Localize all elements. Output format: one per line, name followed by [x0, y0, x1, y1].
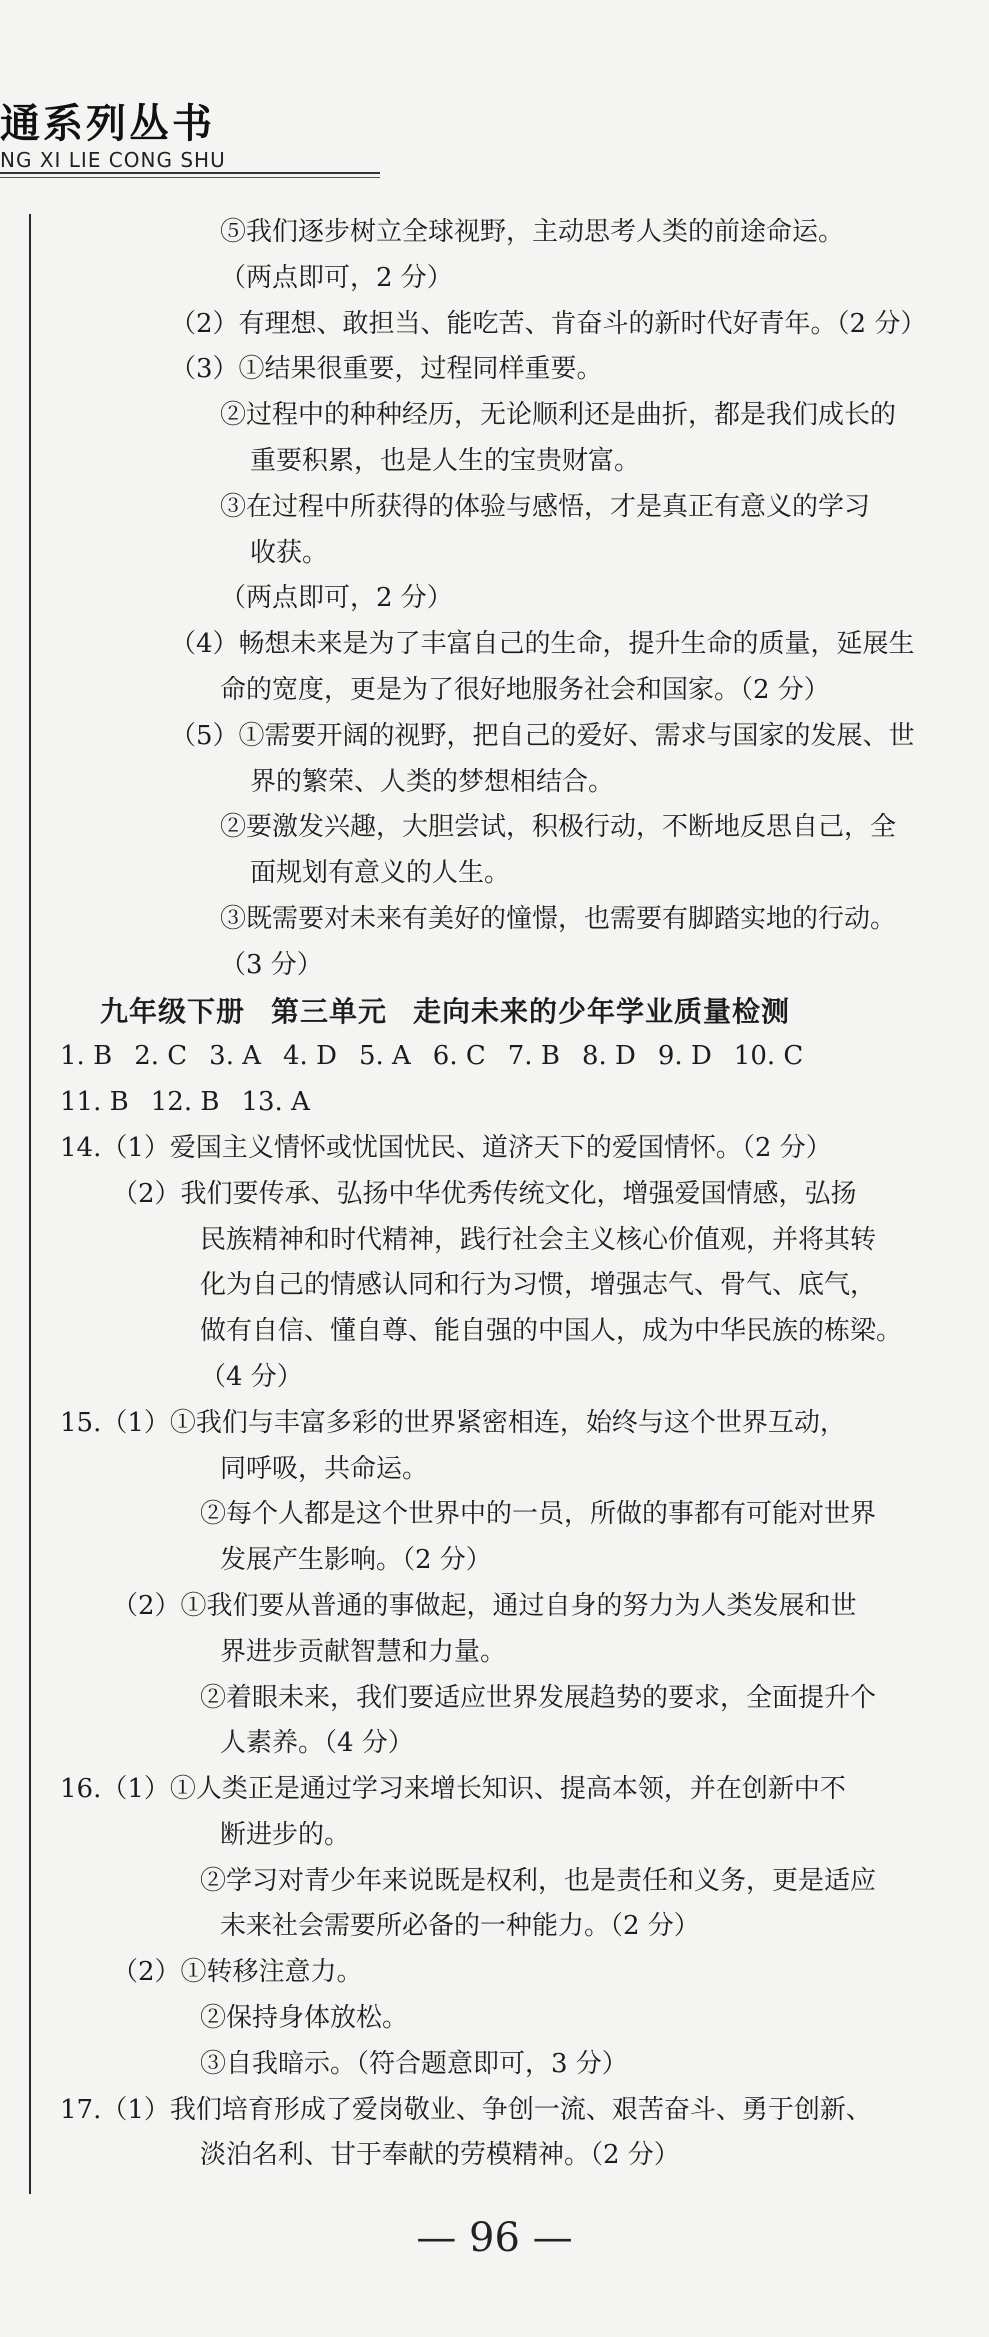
page-number: — 96 —	[416, 2215, 573, 2261]
answer-line: 人素养。（4 分）	[220, 1728, 414, 1759]
answer-line: （2）有理想、敢担当、能吃苦、肯奋斗的新时代好青年。（2 分）	[170, 308, 927, 339]
section-unit: 第三单元	[271, 994, 388, 1028]
answer-line: 发展产生影响。（2 分）	[220, 1545, 492, 1576]
section-title	[60, 989, 945, 1035]
answer-line: 收获。	[250, 537, 329, 568]
section-name: 走向未来的少年学业质量检测	[413, 994, 791, 1028]
answer-line: （2）①转移注意力。	[112, 1957, 363, 1988]
answer-line: （3）①结果很重要，过程同样重要。	[170, 354, 603, 385]
section-grade: 九年级下册	[100, 994, 246, 1028]
open-question-answers	[60, 1126, 945, 2179]
answer-line: （2）①我们要从普通的事做起，通过自身的努力为人类发展和世	[112, 1590, 857, 1621]
multiple-choice-answers-row-1	[60, 1034, 945, 1080]
choice-answer: 11. B	[60, 1087, 129, 1118]
answer-line: ②要激发兴趣，大胆尝试，积极行动，不断地反思自己，全	[220, 812, 897, 843]
answer-line: 化为自己的情感认同和行为习惯，增强志气、骨气、底气，	[200, 1270, 877, 1301]
choice-answer: 4. D	[283, 1041, 337, 1072]
choice-answer: 10. C	[733, 1041, 804, 1072]
choice-answer: 5. A	[358, 1041, 411, 1072]
answer-line: ②保持身体放松。	[200, 2003, 409, 2034]
answer-line: 17.（1）我们培育形成了爱岗敬业、争创一流、艰苦奋斗、勇于创新、	[60, 2094, 872, 2125]
answer-line: ②过程中的种种经历，无论顺利还是曲折，都是我们成长的	[220, 400, 897, 431]
answer-line: ②着眼未来，我们要适应世界发展趋势的要求，全面提升个	[200, 1682, 877, 1713]
answer-line: 界进步贡献智慧和力量。	[220, 1636, 507, 1667]
answer-line: 同呼吸，共命运。	[220, 1453, 429, 1484]
answer-line: 界的繁荣、人类的梦想相结合。	[250, 766, 615, 797]
choice-answer: 12. B	[150, 1087, 220, 1118]
previous-unit-answers	[60, 210, 945, 989]
header-rule	[0, 172, 380, 174]
answer-line: （2）我们要传承、弘扬中华优秀传统文化，增强爱国情感，弘扬	[112, 1178, 857, 1209]
answer-line: ②每个人都是这个世界中的一员，所做的事都有可能对世界	[200, 1499, 877, 1530]
header-rule-thin	[0, 177, 380, 178]
answer-line: ③既需要对未来有美好的憧憬，也需要有脚踏实地的行动。	[220, 903, 897, 934]
answer-line: ⑤我们逐步树立全球视野，主动思考人类的前途命运。	[220, 217, 845, 247]
answer-line: （3 分）	[220, 949, 323, 980]
choice-answer: 1. B	[60, 1041, 113, 1072]
answer-line: ③在过程中所获得的体验与感悟，才是真正有意义的学习	[220, 491, 871, 522]
answer-line: （4 分）	[200, 1361, 303, 1392]
book-series-header	[0, 100, 400, 180]
answer-line: 民族精神和时代精神，践行社会主义核心价值观，并将其转	[200, 1224, 877, 1255]
choice-answer: 7. B	[507, 1041, 560, 1072]
choice-answer: 9. D	[657, 1041, 712, 1072]
answer-line: 14.（1）爱国主义情怀或忧国忧民、道济天下的爱国情怀。（2 分）	[60, 1132, 832, 1163]
answer-line: （4）畅想未来是为了丰富自己的生命，提升生命的质量，延展生	[170, 629, 915, 660]
answer-line: 重要积累，也是人生的宝贵财富。	[250, 445, 641, 476]
answer-line: 命的宽度，更是为了很好地服务社会和国家。（2 分）	[220, 674, 830, 705]
answer-line: 16.（1）①人类正是通过学习来增长知识、提高本领，并在创新中不	[60, 1774, 846, 1805]
answer-line: 淡泊名利、甘于奉献的劳模精神。（2 分）	[200, 2140, 680, 2171]
series-title: 通系列丛书	[0, 101, 215, 147]
multiple-choice-answers-row-2	[60, 1080, 945, 1126]
answer-line: （两点即可，2 分）	[220, 583, 453, 614]
answer-content	[60, 210, 945, 2179]
answer-line: 未来社会需要所必备的一种能力。（2 分）	[220, 1911, 700, 1942]
choice-answer: 2. C	[134, 1041, 188, 1072]
answer-line: 做有自信、懂自尊、能自强的中国人，成为中华民族的栋梁。	[200, 1316, 903, 1347]
answer-line: 面规划有意义的人生。	[250, 858, 511, 889]
answer-line: ③自我暗示。（符合题意即可，3 分）	[200, 2048, 628, 2079]
left-margin-rule	[29, 214, 31, 2194]
choice-answer: 8. D	[581, 1041, 636, 1072]
answer-line: ②学习对青少年来说既是权利，也是责任和义务，更是适应	[200, 1865, 877, 1896]
answer-line: 15.（1）①我们与丰富多彩的世界紧密相连，始终与这个世界互动，	[60, 1407, 846, 1438]
answer-line: （两点即可，2 分）	[220, 262, 453, 293]
answer-line: （5）①需要开阔的视野，把自己的爱好、需求与国家的发展、世	[170, 720, 915, 751]
choice-answer: 6. C	[432, 1041, 486, 1072]
choice-answer: 3. A	[209, 1041, 262, 1072]
choice-answer: 13. A	[241, 1087, 310, 1118]
series-pinyin: NG XI LIE CONG SHU	[0, 148, 226, 172]
answer-line: 断进步的。	[220, 1819, 351, 1850]
